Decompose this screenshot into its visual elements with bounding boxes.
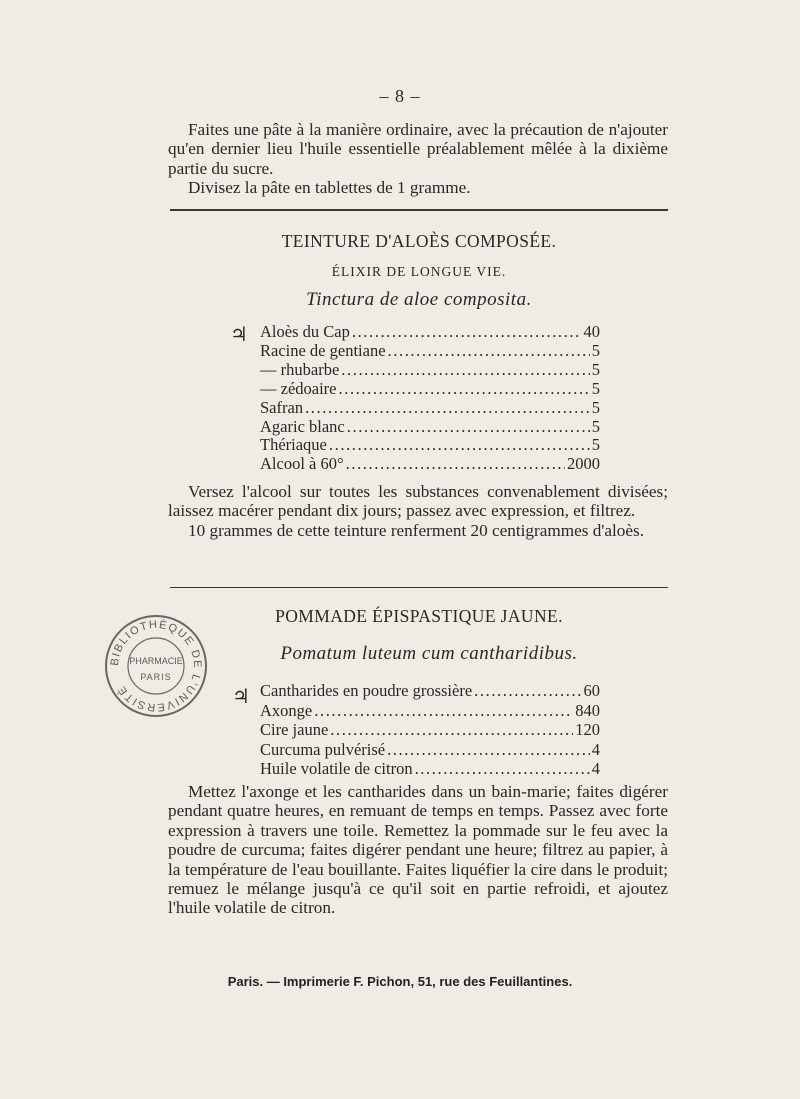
ingredient-name: Thériaque xyxy=(260,435,327,455)
dot-leader xyxy=(341,360,589,380)
ingredient-quantity: 5 xyxy=(591,435,600,455)
ingredient-quantity: 4 xyxy=(591,759,600,778)
intro-text xyxy=(168,120,668,198)
ingredient-row xyxy=(260,681,600,700)
ingredient-quantity: 60 xyxy=(583,681,600,700)
recipe1-latin-name: Tinctura de aloe composita. xyxy=(306,289,532,310)
ingredient-name: Huile volatile de citron xyxy=(260,759,413,778)
ingredient-quantity: 40 xyxy=(583,322,600,341)
ingredient-row xyxy=(260,417,600,436)
dot-leader xyxy=(314,701,573,721)
ingredient-row xyxy=(260,360,600,379)
ingredient-quantity: 5 xyxy=(591,340,600,360)
printer-footer: Paris. — Imprimerie F. Pichon, 51, rue des Feuillantines. xyxy=(227,974,573,989)
ingredient-name: Curcuma pulvérisé xyxy=(260,739,386,759)
recipe1-paragraph-1: Versez l'alcool sur toutes les substances convenablement divisées; laissez macérer pendant dix jours; passez avec expression, et filtrez. xyxy=(168,482,668,521)
recipe2-rx-symbol: ♃ xyxy=(232,686,250,708)
ingredient-row xyxy=(260,740,600,759)
recipe1-subtitle: ÉLIXIR DE LONGUE VIE. xyxy=(331,264,507,279)
dot-leader xyxy=(305,398,590,418)
dot-leader xyxy=(387,740,590,760)
ingredient-name: Alcool à 60° xyxy=(260,454,344,474)
recipe1-rx-symbol: ♃ xyxy=(230,324,248,346)
recipe2-instructions xyxy=(168,782,668,918)
library-stamp-icon xyxy=(100,610,212,722)
ingredient-quantity: 5 xyxy=(591,416,600,436)
dot-leader xyxy=(346,454,565,474)
recipe2-title: POMMADE ÉPISPASTIQUE JAUNE. xyxy=(275,606,563,626)
page-number: – 8 – xyxy=(379,86,421,106)
ingredient-name: — zédoaire xyxy=(260,378,337,398)
ingredient-quantity: 5 xyxy=(591,397,600,417)
dot-leader xyxy=(388,341,590,361)
ingredient-quantity: 5 xyxy=(591,378,600,398)
ingredient-quantity: 840 xyxy=(575,700,600,720)
recipe1-instructions xyxy=(168,482,668,540)
ingredient-name: Safran xyxy=(260,397,304,417)
recipe2-latin-name: Pomatum luteum cum cantharidibus. xyxy=(280,643,578,664)
ingredient-name: Racine de gentiane xyxy=(260,340,386,360)
ingredient-quantity: 120 xyxy=(575,720,600,739)
dot-leader xyxy=(474,681,581,701)
section-divider xyxy=(170,209,668,211)
stamp-ring-text: BIBLIOTHÈQUE DE L'UNIVERSITÉ xyxy=(108,618,204,714)
intro-paragraph-2: Divisez la pâte en tablettes de 1 gramme. xyxy=(188,178,471,198)
ingredient-row xyxy=(260,341,600,360)
ingredient-row xyxy=(260,322,600,341)
ingredient-row xyxy=(260,398,600,417)
ingredient-row xyxy=(260,759,600,778)
ingredient-quantity: 5 xyxy=(591,359,600,379)
section-divider xyxy=(170,587,668,588)
dot-leader xyxy=(330,720,573,740)
ingredient-name: Cire jaune xyxy=(260,720,329,739)
ingredient-row xyxy=(260,720,600,739)
ingredient-row xyxy=(260,435,600,454)
stamp-line-1: PHARMACIE xyxy=(129,656,183,666)
dot-leader xyxy=(415,759,590,779)
recipe1-paragraph-2: 10 grammes de cette teinture renferment 20 centigrammes d'aloès. xyxy=(188,520,644,540)
ingredient-name: Aloès du Cap xyxy=(260,322,350,341)
ingredient-quantity: 2000 xyxy=(567,454,600,474)
ingredient-name: Agaric blanc xyxy=(260,416,345,436)
ingredient-name: Axonge xyxy=(260,700,313,720)
ingredient-row xyxy=(260,454,600,473)
intro-paragraph-1: Faites une pâte à la manière ordinaire, avec la précaution de n'ajouter qu'en dernier lieu l'huile essentielle préalablement mêlée à la dixième partie du sucre. xyxy=(168,120,668,178)
dot-leader xyxy=(347,417,590,437)
ingredient-name: — rhubarbe xyxy=(260,359,340,379)
ingredient-row xyxy=(260,701,600,720)
dot-leader xyxy=(329,435,590,455)
dot-leader xyxy=(339,379,590,399)
recipe2-paragraph-1: Mettez l'axonge et les cantharides dans un bain-marie; faites digérer pendant quatre heures, en remuant de temps en temps. Passez avec forte expression à travers une toile. Remettez la pommade sur le feu avec la poudre de curcuma; faites digérer pendant une heure; filtrez au papier, à la température de l'eau bouillante. Faites liquéfier la cire dans le produit; remuez le mélange jusqu'à ce qu'il soit en partie refroidi, et ajoutez l'huile volatile de citron. xyxy=(168,782,668,918)
recipe1-title: TEINTURE D'ALOÈS COMPOSÉE. xyxy=(281,231,557,251)
ingredient-name: Cantharides en poudre grossière xyxy=(260,681,473,700)
ingredient-quantity: 4 xyxy=(591,739,600,759)
stamp-line-2: PARIS xyxy=(140,672,172,682)
ingredient-row xyxy=(260,379,600,398)
dot-leader xyxy=(352,322,582,342)
